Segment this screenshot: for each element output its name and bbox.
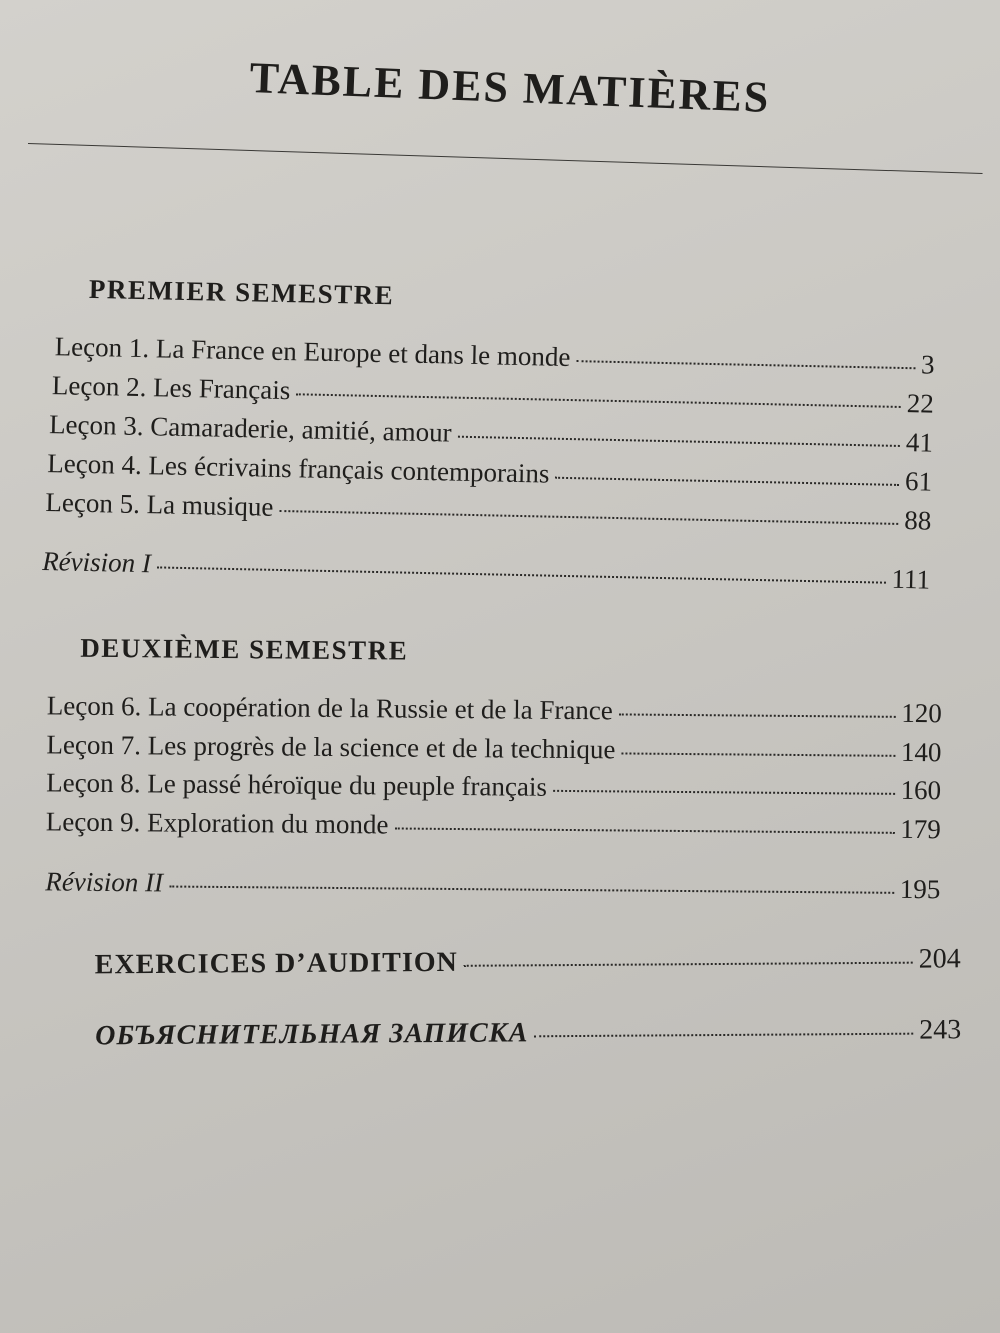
dot-leader <box>553 790 895 795</box>
toc-entry-page: 204 <box>918 943 961 975</box>
toc-entry-label: Révision II <box>45 866 164 898</box>
toc-entry-label: Leçon 4. Les écrivains français contemporains <box>46 448 550 489</box>
toc-entry-label: Leçon 8. Le passé héroïque du peuple français <box>46 767 548 802</box>
dot-leader <box>621 752 895 756</box>
toc-entry <box>46 729 941 768</box>
dot-leader <box>555 477 899 486</box>
dot-leader <box>169 886 894 894</box>
toc-revision <box>45 866 940 905</box>
toc-entry <box>47 690 942 729</box>
toc-entry-label: Leçon 6. La coopération de la Russie et de la France <box>46 690 613 726</box>
dot-leader <box>458 436 900 447</box>
dot-leader <box>464 962 913 967</box>
toc-entry <box>46 806 941 845</box>
toc-entry-label: Leçon 9. Exploration du monde <box>45 806 389 840</box>
toc-revision <box>42 546 930 596</box>
toc-entry-label: Leçon 5. La musique <box>45 487 274 522</box>
dot-leader <box>619 713 895 717</box>
toc-entry-page: 179 <box>900 813 941 845</box>
semester-2-heading: DEUXIÈME SEMESTRE <box>80 632 409 666</box>
dot-leader <box>394 827 894 833</box>
toc-entry-label: Leçon 2. Les Français <box>51 370 291 406</box>
toc-entry-label: Révision I <box>41 546 152 579</box>
toc-entry-page: 243 <box>919 1014 962 1046</box>
toc-entry-page: 88 <box>903 505 932 536</box>
toc-extra-audition <box>95 943 961 981</box>
toc-entry-label: EXERCICES D’AUDITION <box>94 946 458 981</box>
toc-extra-note <box>95 1014 961 1052</box>
toc-entry-page: 111 <box>891 563 931 595</box>
toc-entry-page: 3 <box>920 349 935 380</box>
toc-entry-page: 120 <box>901 697 942 729</box>
toc-entry-page: 195 <box>899 873 941 905</box>
title-underline <box>28 143 983 174</box>
dot-leader <box>279 510 898 525</box>
toc-entry-label: Leçon 1. La France en Europe et dans le monde <box>54 331 571 373</box>
toc-entry-label: Leçon 7. Les progrès de la science et de la technique <box>46 729 616 765</box>
dot-leader <box>534 1033 913 1038</box>
toc-entry-label: Leçon 3. Camaraderie, amitié, amour <box>48 409 452 448</box>
toc-entry-page: 41 <box>905 427 934 458</box>
dot-leader <box>157 566 886 583</box>
dot-leader <box>576 360 915 369</box>
page-title: TABLE DES MATIÈRES <box>248 53 772 122</box>
toc-entry <box>46 767 941 806</box>
toc-entry-page: 61 <box>904 466 933 497</box>
toc-entry-page: 140 <box>900 736 942 768</box>
semester-1-heading: PREMIER SEMESTRE <box>88 273 395 311</box>
toc-entry-label: ОБЪЯСНИТЕЛЬНАЯ ЗАПИСКА <box>95 1017 529 1052</box>
toc-entry-page: 22 <box>906 388 935 419</box>
toc-entry-page: 160 <box>900 774 942 806</box>
dot-leader <box>296 393 900 408</box>
